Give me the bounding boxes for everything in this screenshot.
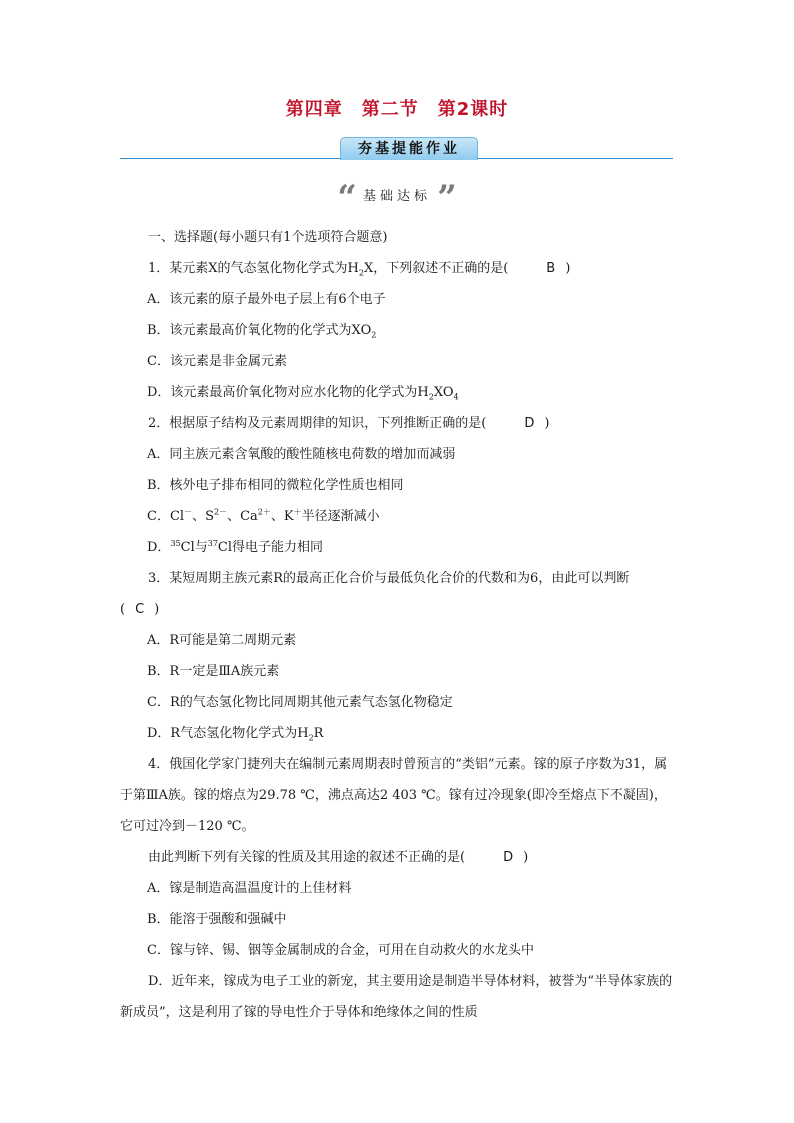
page-title: 第四章 第二节 第2课时 — [285, 99, 509, 120]
question-2-option-b: B．核外电子排布相同的微粒化学性质也相同 — [147, 478, 404, 493]
question-4-option-d: D．近年来，镓成为电子工业的新宠，其主要用途是制造半导体材料，被誉为“半导体家族的新成员”，这是利用了镓的导电性介于导体和绝缘体之间的性质 — [120, 974, 673, 1020]
section-heading — [0, 178, 794, 218]
question-2-option-c: C．Cl－、$S^{2-}$、$Ca^{2+}$、K＋半径逐渐减小 — [147, 507, 380, 524]
question-1-stem: 1．某元素X的气态氢化物化学式为$H_2X$，下列叙述不正确的是( B ) — [120, 253, 673, 284]
question-content — [120, 222, 673, 1028]
question-3-stem: 3．某短周期主族元素R的最高正化合价与最低负化合价的代数和为6，由此可以判断 — [148, 571, 630, 586]
question-1-option-d: D．该元素最高价氧化物对应水化物的化学式为$H_2XO_4$ — [147, 385, 459, 402]
question-1-option-b: B．该元素最高价氧化物的化学式为$XO_2$ — [147, 323, 377, 340]
section-label: 基础达标 — [362, 188, 431, 204]
banner-label: 夯基提能作业 — [340, 137, 478, 160]
question-3-option-b: B．R一定是ⅢA族元素 — [147, 664, 280, 679]
question-2-option-d: D．$^{35}$Cl与$^{37}$Cl得电子能力相同 — [147, 539, 324, 555]
question-4-option-c: C．镓与锌、锡、铟等金属制成的合金，可用在自动救火的水龙头中 — [147, 943, 534, 958]
question-3-option-d: D．R气态氢化物化学式为$H_2R$ — [147, 726, 324, 743]
question-3-option-a: A．R可能是第二周期元素 — [147, 633, 297, 648]
left-quote-icon: “ — [337, 178, 357, 218]
question-1-option-c: C．该元素是非金属元素 — [147, 354, 287, 369]
question-3-answer: C — [135, 602, 145, 617]
question-2-option-a: A．同主族元素含氧酸的酸性随核电荷数的增加而减弱 — [147, 447, 456, 462]
question-3-option-c: C．R的气态氢化物比同周期其他元素气态氢化物稳定 — [147, 695, 453, 710]
right-quote-icon: ” — [437, 178, 457, 218]
question-4-option-b: B．能溶于强酸和强碱中 — [147, 912, 287, 927]
question-1-answer: B — [546, 261, 556, 276]
question-4-passage: 4．俄国化学家门捷列夫在编制元素周期表时曾预言的“类铝”元素。镓的原子序数为31，属于第ⅢA族。镓的熔点为29.78 ℃，沸点高达2 403 ℃。镓有过冷现象(即冷至熔点下不凝固)，它可过冷到－120 ℃。 — [120, 757, 668, 834]
question-3-stem-cont: ( C ) — [120, 594, 673, 625]
question-4-answer: D — [503, 850, 514, 865]
question-4-option-a: A．镓是制造高温温度计的上佳材料 — [147, 881, 352, 896]
question-2-answer: D — [524, 416, 535, 431]
question-4-stem: 由此判断下列有关镓的性质及其用途的叙述不正确的是( D ) — [120, 842, 673, 873]
question-2-stem: 2．根据原子结构及元素周期律的知识，下列推断正确的是( D ) — [120, 408, 673, 439]
question-1-option-a: A．该元素的原子最外电子层上有6个电子 — [147, 292, 386, 307]
intro-line: 一、选择题(每小题只有1个选项符合题意) — [148, 230, 388, 245]
